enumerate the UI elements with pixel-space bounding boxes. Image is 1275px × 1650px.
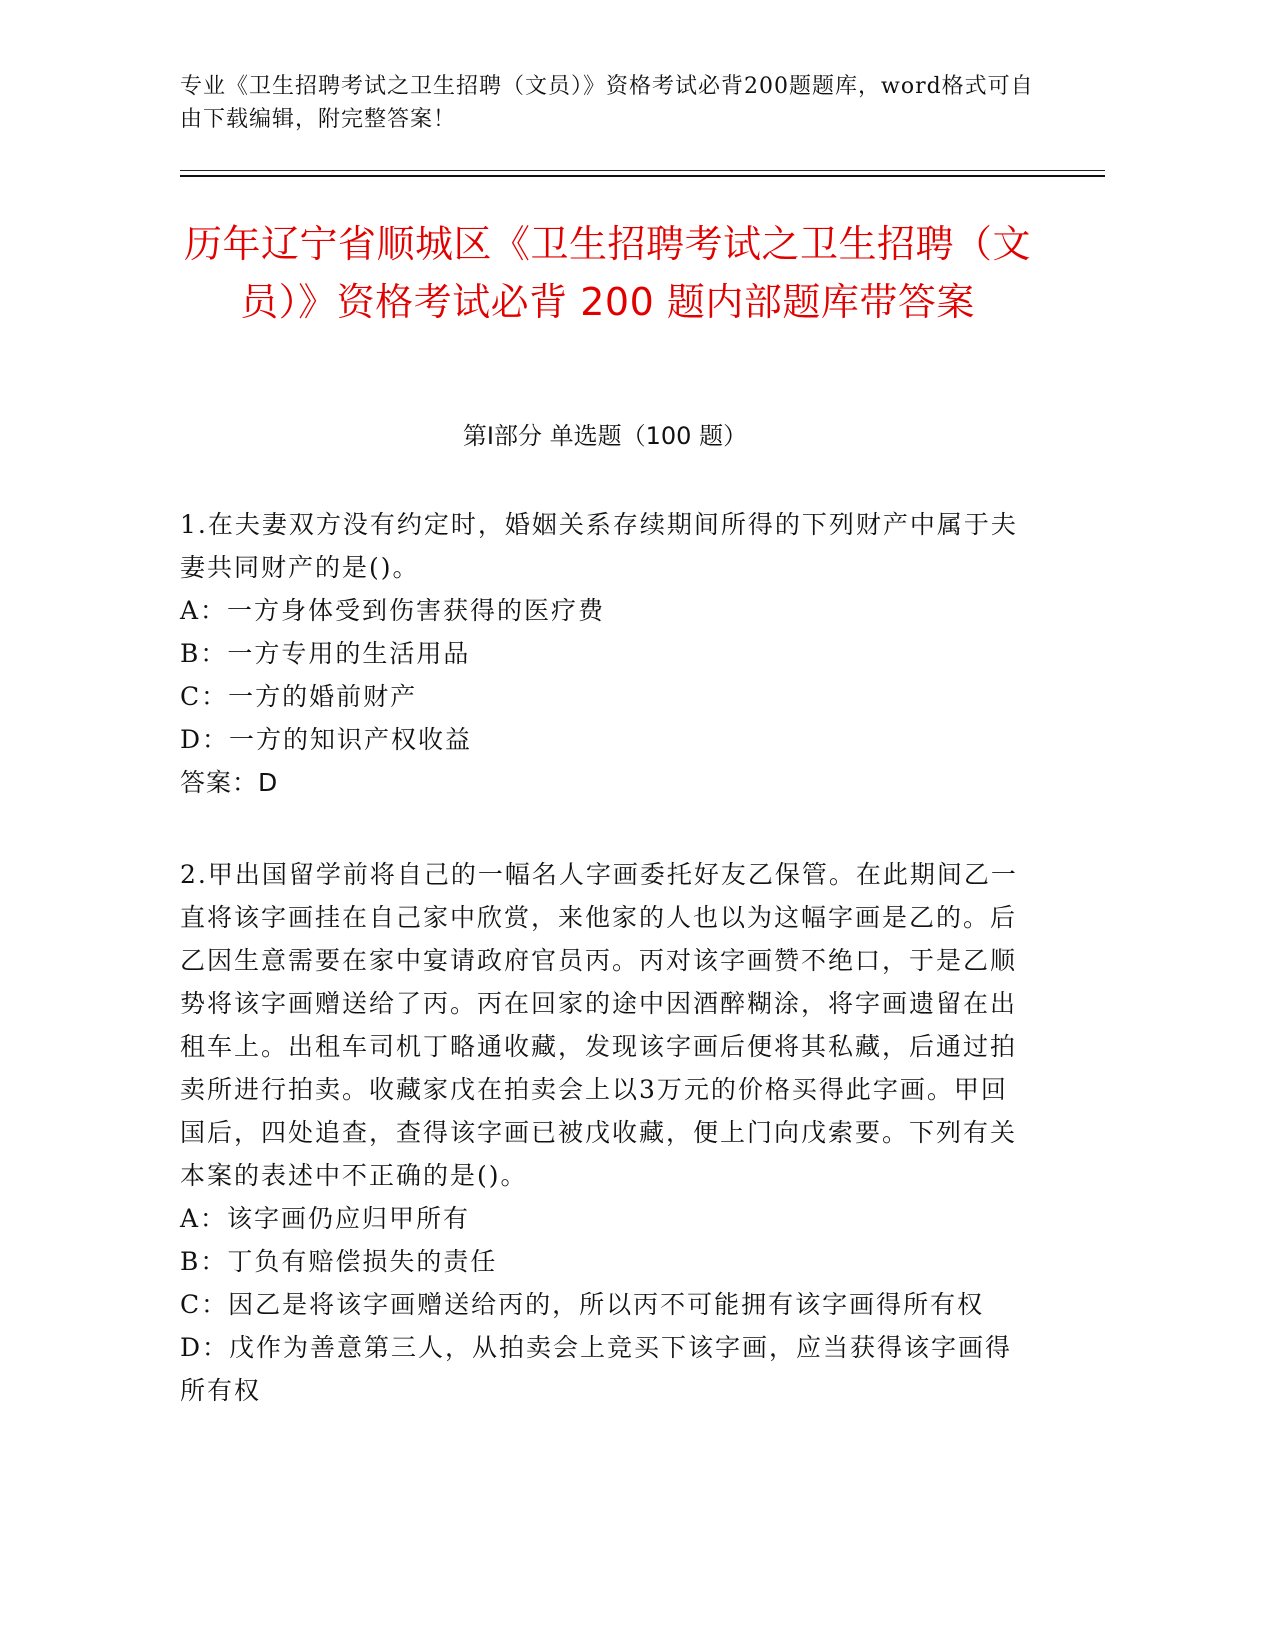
option-c: C：一方的婚前财产 bbox=[180, 682, 418, 711]
section-title: 第Ⅰ部分 单选题（100 题） bbox=[462, 422, 748, 450]
question-1 bbox=[180, 503, 1030, 804]
option-b: B：丁负有赔偿损失的责任 bbox=[180, 1247, 498, 1276]
header-rule-thick bbox=[180, 175, 1105, 177]
option-d: D：一方的知识产权收益 bbox=[180, 725, 473, 754]
option-c: C：因乙是将该字画赠送给丙的，所以丙不可能拥有该字画得所有权 bbox=[180, 1290, 985, 1319]
question-2 bbox=[180, 853, 1030, 1412]
option-d: D：戊作为善意第三人，从拍卖会上竞买下该字画，应当获得该字画得所有权 bbox=[180, 1333, 1013, 1405]
option-a: A：该字画仍应归甲所有 bbox=[180, 1204, 471, 1233]
header-note: 专业《卫生招聘考试之卫生招聘（文员）》资格考试必背200题题库，word格式可自由下载编辑，附完整答案！ bbox=[180, 74, 1034, 132]
option-a: A：一方身体受到伤害获得的医疗费 bbox=[180, 596, 606, 625]
option-b: B：一方专用的生活用品 bbox=[180, 639, 471, 668]
document-title: 历年辽宁省顺城区《卫生招聘考试之卫生招聘（文员）》资格考试必背 200 题内部题库带答案 bbox=[183, 222, 1031, 324]
question-stem: 2.甲出国留学前将自己的一幅名人字画委托好友乙保管。在此期间乙一直将该字画挂在自己家中欣赏，来他家的人也以为这幅字画是乙的。后乙因生意需要在家中宴请政府官员丙。丙对该字画赞不绝口，于是乙顺势将该字画赠送给了丙。丙在回家的途中因酒醉糊涂，将字画遗留在出租车上。出租车司机丁略通收藏，发现该字画后便将其私藏，后通过拍卖所进行拍卖。收藏家戊在拍卖会上以3万元的价格买得此字画。甲回国后，四处追查，查得该字画已被戊收藏，便上门向戊索要。下列有关本案的表述中不正确的是()。 bbox=[180, 860, 1018, 1190]
header-rule-thin bbox=[180, 170, 1105, 171]
question-stem: 1.在夫妻双方没有约定时，婚姻关系存续期间所得的下列财产中属于夫妻共同财产的是()。 bbox=[180, 510, 1018, 582]
answer-label: 答案：D bbox=[180, 768, 279, 797]
